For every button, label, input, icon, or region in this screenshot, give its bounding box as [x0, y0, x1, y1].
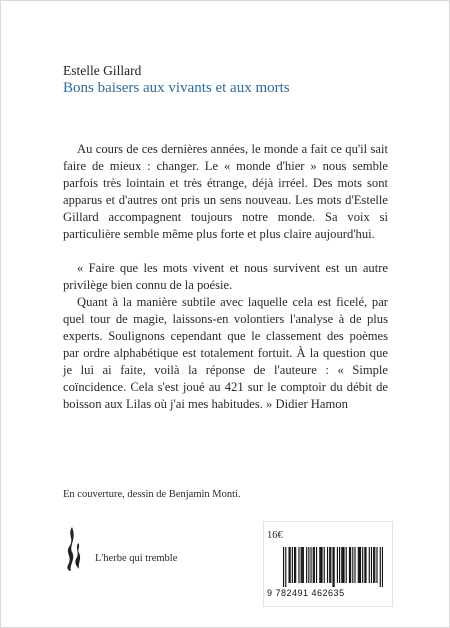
barcode-bar	[308, 547, 309, 583]
barcode-bar	[364, 547, 365, 583]
barcode-bar	[354, 547, 355, 583]
barcode-bar	[362, 547, 363, 583]
barcode-bar	[302, 547, 303, 583]
price-label: 16€	[267, 530, 283, 541]
barcode-bar	[346, 547, 347, 583]
barcode-bar	[343, 547, 344, 583]
barcode-bar	[360, 547, 361, 583]
blurb-paragraph: Au cours de ces dernières années, le monde a fait ce qu'il sait faire de mieux : changer. Le « monde d'hier » nous semble parfois très lointain et très étrange, déjà irréel. Des mots sont apparus et d'autres ont pris un sens nouveau. Les mots d'Estelle Gillard accompagnent toujours notre monde. Sa voix si particulière semble même plus forte et plus claire aujourd'hui.	[63, 142, 388, 241]
barcode-bar	[376, 547, 377, 583]
barcode-bar	[349, 547, 350, 583]
barcode-bar	[283, 547, 284, 587]
barcode-bar	[327, 547, 328, 583]
grass-blade-logo-icon	[63, 525, 85, 573]
barcode-bar	[350, 547, 351, 583]
barcode-bar	[359, 547, 360, 583]
barcode-bar	[306, 547, 307, 583]
barcode-bar	[285, 547, 286, 587]
barcode-bar	[313, 547, 314, 583]
barcode-bar	[324, 547, 325, 583]
barcode-bar	[365, 547, 366, 583]
barcode-bar	[371, 547, 372, 583]
barcode-bar	[294, 547, 295, 583]
barcode-bar	[369, 547, 370, 583]
barcode-bar	[298, 547, 299, 583]
barcode-bar	[358, 547, 359, 583]
barcode-bar	[337, 547, 338, 583]
barcode-bar	[330, 547, 331, 583]
barcode-bar	[288, 547, 289, 583]
barcode-bar	[301, 547, 302, 583]
book-title: Bons baisers aux vivants et aux morts	[63, 80, 290, 96]
barcode-bar	[290, 547, 291, 583]
barcode-bar	[292, 547, 293, 583]
barcode-bar	[295, 547, 296, 583]
barcode-digits: 9 782491 462635	[267, 588, 345, 598]
barcode-bar	[374, 547, 375, 583]
barcode-bar	[329, 547, 330, 583]
barcode-bar	[334, 547, 335, 587]
barcode-icon	[283, 547, 383, 587]
barcode-bar	[320, 547, 321, 583]
publisher-name: L'herbe qui tremble	[95, 553, 178, 564]
blurb-paragraph: « Faire que les mots vivent et nous survivent est un autre privilège bien connu de la poésie.	[63, 261, 388, 292]
barcode-bar	[303, 547, 304, 583]
cover-credit: En couverture, dessin de Benjamin Monti.	[63, 489, 241, 500]
blurb-text	[63, 141, 388, 413]
barcode-bar	[314, 547, 315, 583]
barcode-bar	[319, 547, 320, 583]
barcode-bar	[316, 547, 317, 583]
barcode-bar	[321, 547, 322, 583]
barcode-bar	[373, 547, 374, 583]
author-name: Estelle Gillard	[63, 63, 142, 78]
barcode-bar	[339, 547, 340, 583]
barcode-bar	[342, 547, 343, 583]
barcode-bar	[310, 547, 311, 583]
blurb-paragraph: Quant à la manière subtile avec laquelle cela est ficelé, par quel tour de magie, laissons-en volontiers l'analyse à de plus experts. Soulignons cependant que le classement des poèmes par ordre alphabétique est totalement fortuit. À la question que je lui ai faite, voilà la réponse de l'auteure : « Simple coïncidence. Cela s'est joué au 421 sur le comptoir du débit de boisson aux Lilas où j'ai mes habitudes. » Didier Hamon	[63, 295, 388, 411]
barcode-bar	[382, 547, 383, 587]
barcode-bar	[332, 547, 333, 587]
barcode-bar	[352, 547, 353, 583]
barcode-bar	[380, 547, 381, 587]
barcode-bar	[341, 547, 342, 583]
